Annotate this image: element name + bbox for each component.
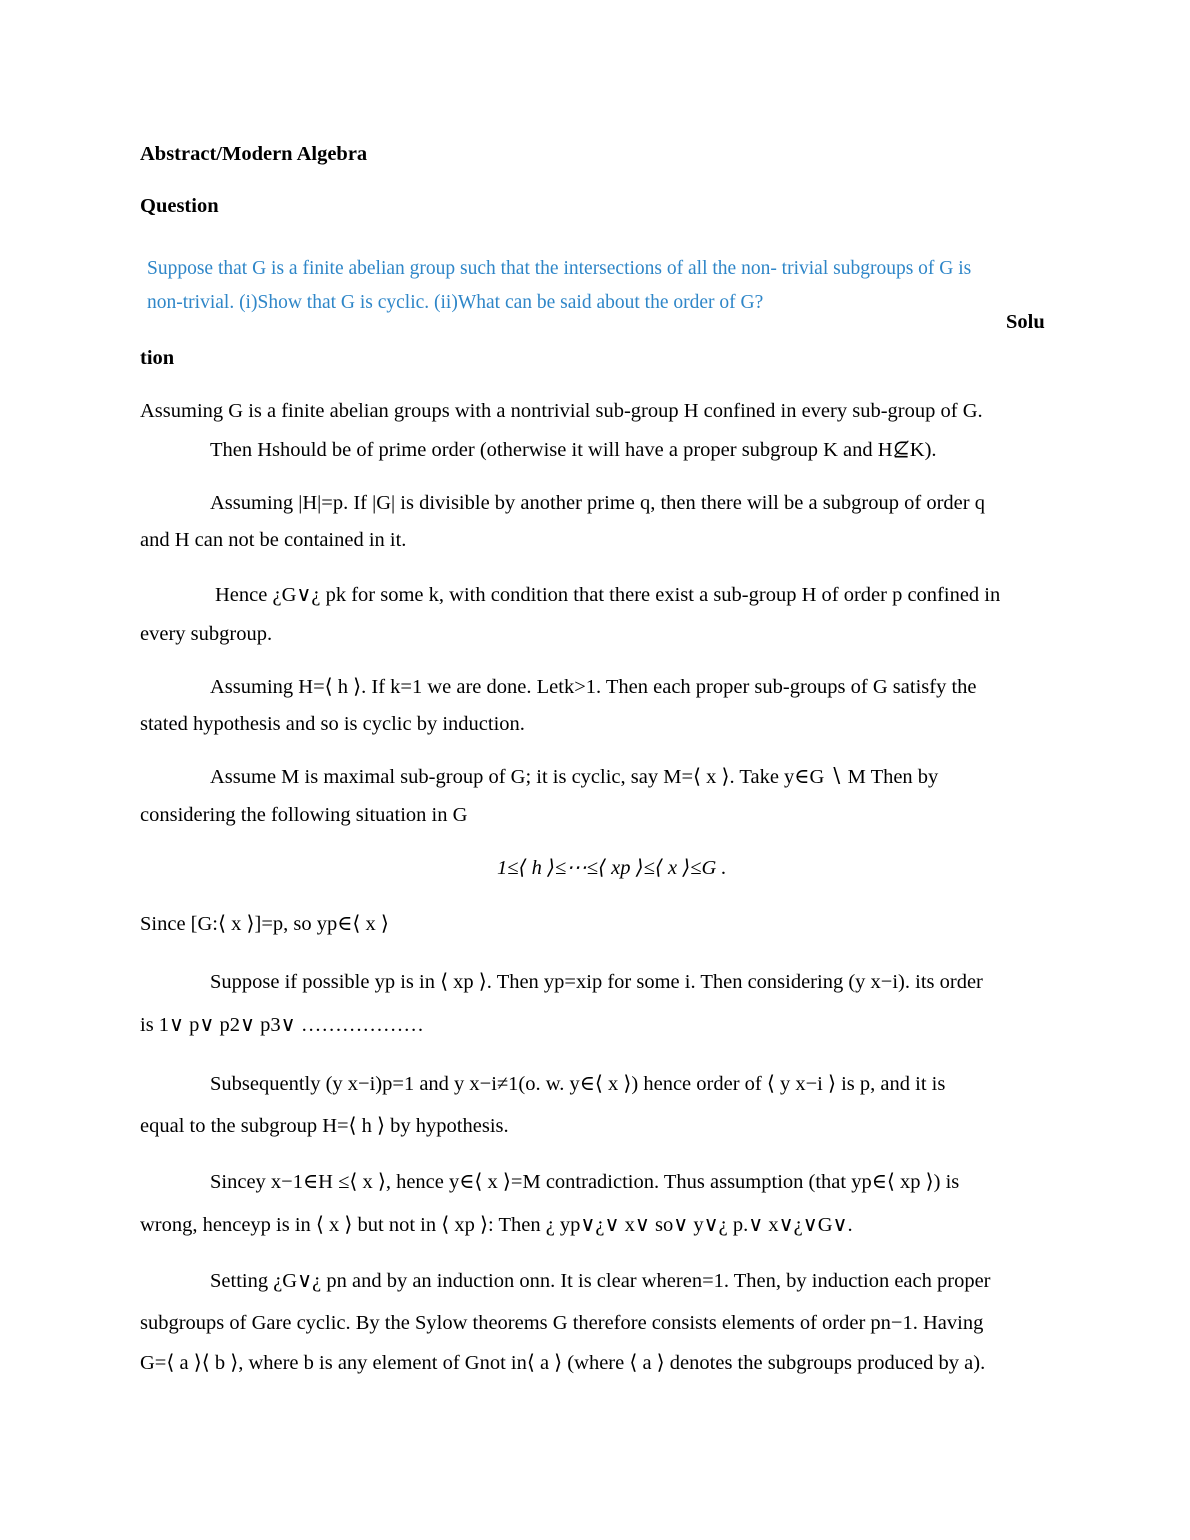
solution-line-8: stated hypothesis and so is cyclic by induction. bbox=[140, 713, 525, 735]
solution-line-13: Suppose if possible yp is in ⟨ xp ⟩. Then yp=xip for some i. Then considering (y x−i). its order bbox=[210, 971, 983, 993]
solution-line-1: Assuming G is a finite abelian groups with a nontrivial sub-group H confined in every sub-group of G. bbox=[140, 400, 983, 422]
solution-line-12: Since [G:⟨ x ⟩]=p, so yp∈⟨ x ⟩ bbox=[140, 913, 389, 935]
solution-line-15: Subsequently (y x−i)p=1 and y x−i≠1(o. w. y∈⟨ x ⟩) hence order of ⟨ y x−i ⟩ is p, and it is bbox=[210, 1073, 946, 1095]
solution-line-3: Assuming |H|=p. If |G| is divisible by another prime q, then there will be a subgroup of order q bbox=[210, 492, 985, 514]
question-heading: Question bbox=[140, 195, 219, 217]
solution-line-21: G=⟨ a ⟩⟨ b ⟩, where b is any element of Gnot in⟨ a ⟩ (where ⟨ a ⟩ denotes the subgroups produced by a). bbox=[140, 1352, 986, 1374]
subgroup-chain-equation: 1≤⟨ h ⟩≤⋯≤⟨ xp ⟩≤⟨ x ⟩≤G . bbox=[497, 857, 727, 879]
solution-line-19: Setting ¿G∨¿ pn and by an induction onn. It is clear wheren=1. Then, by induction each proper bbox=[210, 1270, 991, 1292]
solution-line-4: and H can not be contained in it. bbox=[140, 529, 407, 551]
question-text-line-1: Suppose that G is a finite abelian group such that the intersections of all the non- trivial subgroups of G is bbox=[147, 258, 972, 279]
solution-line-18: wrong, henceyp is in ⟨ x ⟩ but not in ⟨ xp ⟩: Then ¿ yp∨¿∨ x∨ so∨ y∨¿ p.∨ x∨¿∨G∨. bbox=[140, 1214, 853, 1236]
solution-line-14: is 1∨ p∨ p2∨ p3∨ ……………… bbox=[140, 1014, 424, 1036]
solution-line-9: Assume M is maximal sub-group of G; it is cyclic, say M=⟨ x ⟩. Take y∈G ∖ M Then by bbox=[210, 766, 939, 788]
solution-heading-part-1: Solu bbox=[1006, 311, 1045, 333]
solution-heading-part-2: tion bbox=[140, 347, 175, 369]
solution-line-10: considering the following situation in G bbox=[140, 804, 468, 826]
solution-line-17: Sincey x−1∈H ≤⟨ x ⟩, hence y∈⟨ x ⟩=M contradiction. Thus assumption (that yp∈⟨ xp ⟩) is bbox=[210, 1171, 960, 1193]
solution-line-2: Then Hshould be of prime order (otherwise it will have a proper subgroup K and H⊈K). bbox=[210, 439, 937, 461]
solution-line-20: subgroups of Gare cyclic. By the Sylow theorems G therefore consists elements of order pn−1. Having bbox=[140, 1312, 984, 1334]
solution-line-7: Assuming H=⟨ h ⟩. If k=1 we are done. Letk>1. Then each proper sub-groups of G satisfy the bbox=[210, 676, 977, 698]
document-title: Abstract/Modern Algebra bbox=[140, 143, 368, 165]
solution-line-16: equal to the subgroup H=⟨ h ⟩ by hypothesis. bbox=[140, 1115, 509, 1137]
solution-line-5: Hence ¿G∨¿ pk for some k, with condition that there exist a sub-group H of order p confined in bbox=[215, 584, 1001, 606]
solution-line-6: every subgroup. bbox=[140, 623, 273, 645]
question-text-line-2: non-trivial. (i)Show that G is cyclic. (ii)What can be said about the order of G? bbox=[147, 292, 764, 313]
